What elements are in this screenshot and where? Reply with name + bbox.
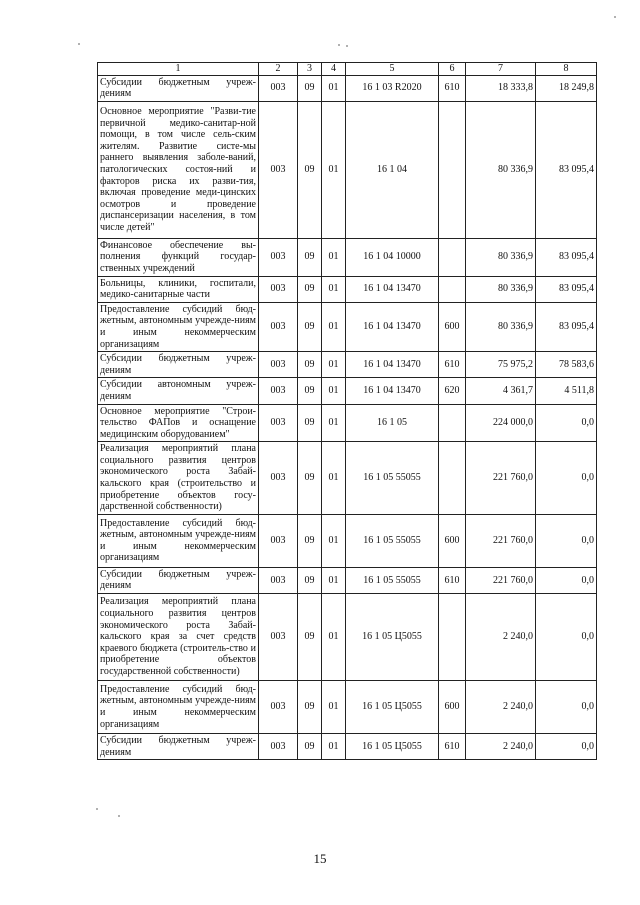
subsection-code-cell: 01 [322,404,346,442]
row-name-cell: Субсидии бюджетным учреж-дениям [98,352,259,378]
table-row [98,567,597,593]
expense-type-cell: 610 [439,567,466,593]
subsection-code-cell: 01 [322,302,346,351]
scan-speck [346,45,348,47]
target-article-cell: 16 1 05 [346,404,439,442]
amount-year1-cell: 221 760,0 [466,567,536,593]
row-name-cell: Предоставление субсидий бюд-жетным, автономным учрежде-ниям и иным некоммерческим организациям [98,681,259,734]
ministry-code-cell: 003 [259,734,298,760]
section-code-cell: 09 [298,514,322,567]
table-row [98,514,597,567]
table-row [98,75,597,101]
expense-type-cell: 610 [439,352,466,378]
row-name-cell: Реализация мероприятий плана социального развития центров экономического роста Забай-кальского края за счет средств краевого бюджета (строитель-ство и приобретение объектов государственной собственности) [98,594,259,681]
target-article-cell: 16 1 05 55055 [346,442,439,515]
scan-speck [78,43,80,45]
amount-year1-cell: 221 760,0 [466,514,536,567]
amount-year1-cell: 75 975,2 [466,352,536,378]
section-code-cell: 09 [298,681,322,734]
scan-speck [338,44,340,46]
column-number: 2 [259,63,298,76]
subsection-code-cell: 01 [322,276,346,302]
ministry-code-cell: 003 [259,404,298,442]
expense-type-cell: 620 [439,378,466,404]
table-row [98,404,597,442]
scan-speck [118,815,120,817]
column-number: 8 [536,63,597,76]
table-row [98,302,597,351]
row-name-cell: Субсидии бюджетным учреж-дениям [98,75,259,101]
table-row [98,276,597,302]
table-row [98,378,597,404]
table-row [98,594,597,681]
table-row [98,352,597,378]
amount-year1-cell: 18 333,8 [466,75,536,101]
expense-type-cell: 600 [439,302,466,351]
ministry-code-cell: 003 [259,101,298,238]
amount-year1-cell: 4 361,7 [466,378,536,404]
table-row [98,681,597,734]
expense-type-cell [439,594,466,681]
expense-type-cell [439,276,466,302]
column-number: 3 [298,63,322,76]
target-article-cell: 16 1 04 10000 [346,238,439,276]
amount-year1-cell: 80 336,9 [466,302,536,351]
amount-year2-cell: 83 095,4 [536,101,597,238]
section-code-cell: 09 [298,594,322,681]
amount-year2-cell: 18 249,8 [536,75,597,101]
table-row [98,238,597,276]
amount-year1-cell: 221 760,0 [466,442,536,515]
ministry-code-cell: 003 [259,514,298,567]
expense-type-cell [439,101,466,238]
ministry-code-cell: 003 [259,75,298,101]
target-article-cell: 16 1 05 Ц5055 [346,734,439,760]
budget-table [97,62,597,760]
row-name-cell: Субсидии автономным учреж-дениям [98,378,259,404]
subsection-code-cell: 01 [322,681,346,734]
amount-year2-cell: 0,0 [536,681,597,734]
ministry-code-cell: 003 [259,378,298,404]
amount-year2-cell: 0,0 [536,514,597,567]
amount-year2-cell: 83 095,4 [536,302,597,351]
section-code-cell: 09 [298,378,322,404]
amount-year2-cell: 0,0 [536,594,597,681]
row-name-cell: Субсидии бюджетным учреж-дениям [98,567,259,593]
target-article-cell: 16 1 04 13470 [346,302,439,351]
section-code-cell: 09 [298,442,322,515]
budget-table-container [97,62,596,760]
amount-year2-cell: 0,0 [536,567,597,593]
subsection-code-cell: 01 [322,352,346,378]
expense-type-cell: 600 [439,681,466,734]
column-number-row [98,63,597,76]
amount-year1-cell: 224 000,0 [466,404,536,442]
target-article-cell: 16 1 05 55055 [346,567,439,593]
target-article-cell: 16 1 04 13470 [346,352,439,378]
scan-speck [96,808,98,810]
amount-year1-cell: 80 336,9 [466,101,536,238]
subsection-code-cell: 01 [322,101,346,238]
row-name-cell: Основное мероприятие "Разви-тие первичной медико-санитар-ной помощи, в том числе сель-ским жителям. Развитие систе-мы раннего выявления заболе-ваний, патологических состоя-ний и факторов риска их разви-тия, включая проведение меди-цинских осмотров и проведение диспансеризации населения, в том числе детей" [98,101,259,238]
ministry-code-cell: 003 [259,276,298,302]
amount-year1-cell: 2 240,0 [466,734,536,760]
amount-year1-cell: 80 336,9 [466,276,536,302]
target-article-cell: 16 1 05 55055 [346,514,439,567]
ministry-code-cell: 003 [259,352,298,378]
expense-type-cell: 610 [439,734,466,760]
row-name-cell: Субсидии бюджетным учреж-дениям [98,734,259,760]
ministry-code-cell: 003 [259,681,298,734]
subsection-code-cell: 01 [322,378,346,404]
amount-year2-cell: 4 511,8 [536,378,597,404]
amount-year2-cell: 78 583,6 [536,352,597,378]
ministry-code-cell: 003 [259,442,298,515]
ministry-code-cell: 003 [259,302,298,351]
section-code-cell: 09 [298,75,322,101]
section-code-cell: 09 [298,734,322,760]
target-article-cell: 16 1 05 Ц5055 [346,594,439,681]
subsection-code-cell: 01 [322,514,346,567]
amount-year2-cell: 0,0 [536,442,597,515]
page-number: 15 [313,851,327,866]
scan-speck [614,16,616,18]
row-name-cell: Предоставление субсидий бюд-жетным, автономным учрежде-ниям и иным некоммерческим организациям [98,302,259,351]
expense-type-cell [439,442,466,515]
amount-year2-cell: 0,0 [536,734,597,760]
row-name-cell: Финансовое обеспечение вы-полнения функций государ-ственных учреждений [98,238,259,276]
column-number: 5 [346,63,439,76]
amount-year2-cell: 83 095,4 [536,238,597,276]
ministry-code-cell: 003 [259,238,298,276]
amount-year1-cell: 2 240,0 [466,594,536,681]
subsection-code-cell: 01 [322,567,346,593]
ministry-code-cell: 003 [259,594,298,681]
expense-type-cell [439,238,466,276]
target-article-cell: 16 1 04 13470 [346,276,439,302]
table-body [98,63,597,760]
column-number: 6 [439,63,466,76]
column-number: 7 [466,63,536,76]
row-name-cell: Реализация мероприятий плана социального развития центров экономического роста Забай-кальского края (строительство и приобретение объектов госу-дарственной собственности) [98,442,259,515]
column-number: 4 [322,63,346,76]
section-code-cell: 09 [298,404,322,442]
section-code-cell: 09 [298,276,322,302]
subsection-code-cell: 01 [322,594,346,681]
expense-type-cell [439,404,466,442]
section-code-cell: 09 [298,352,322,378]
section-code-cell: 09 [298,238,322,276]
amount-year1-cell: 2 240,0 [466,681,536,734]
target-article-cell: 16 1 04 13470 [346,378,439,404]
row-name-cell: Предоставление субсидий бюд-жетным, автономным учрежде-ниям и иным некоммерческим организациям [98,514,259,567]
target-article-cell: 16 1 04 [346,101,439,238]
section-code-cell: 09 [298,302,322,351]
subsection-code-cell: 01 [322,238,346,276]
section-code-cell: 09 [298,101,322,238]
amount-year2-cell: 0,0 [536,404,597,442]
target-article-cell: 16 1 05 Ц5055 [346,681,439,734]
table-row [98,734,597,760]
amount-year2-cell: 83 095,4 [536,276,597,302]
target-article-cell: 16 1 03 R2020 [346,75,439,101]
ministry-code-cell: 003 [259,567,298,593]
table-row [98,442,597,515]
subsection-code-cell: 01 [322,75,346,101]
row-name-cell: Больницы, клиники, госпитали, медико-санитарные части [98,276,259,302]
expense-type-cell: 600 [439,514,466,567]
section-code-cell: 09 [298,567,322,593]
column-number: 1 [98,63,259,76]
amount-year1-cell: 80 336,9 [466,238,536,276]
table-row [98,101,597,238]
subsection-code-cell: 01 [322,442,346,515]
subsection-code-cell: 01 [322,734,346,760]
row-name-cell: Основное мероприятие "Строи-тельство ФАПов и оснащение медицинским оборудованием" [98,404,259,442]
expense-type-cell: 610 [439,75,466,101]
